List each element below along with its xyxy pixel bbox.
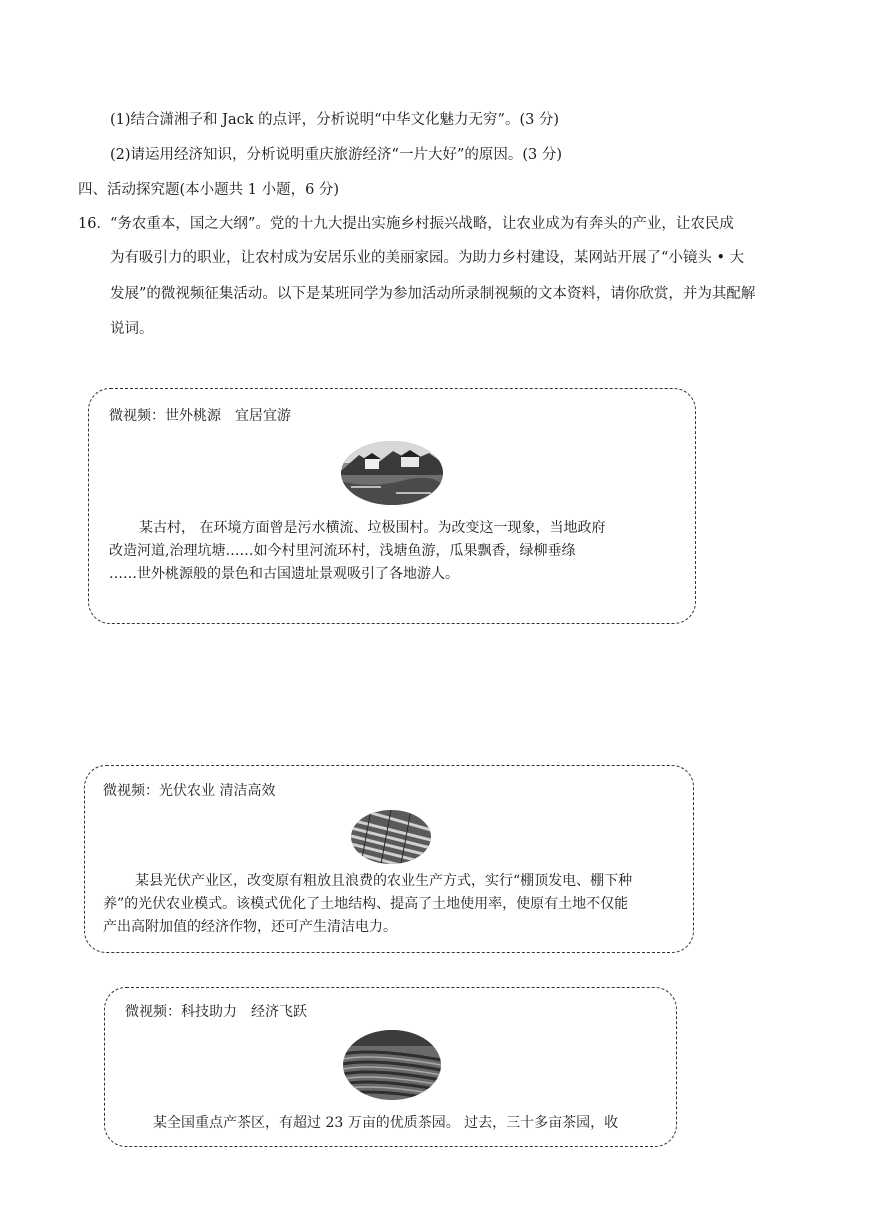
- q16-line-4: 说词。: [110, 321, 154, 337]
- video-card-title: 微视频：世外桃源 宜居宜游: [109, 408, 291, 424]
- q16-line-1: “务农重本，国之大纲”。党的十九大提出实施乡村振兴战略，让农业成为有奔头的产业，让农民成: [110, 216, 734, 232]
- video-card-line: 某县光伏产业区，改变原有粗放且浪费的农业生产方式，实行“棚顶发电、棚下种: [135, 873, 633, 889]
- video-card-line: ……世外桃源般的景色和古国遗址景观吸引了各地游人。: [109, 566, 459, 582]
- ancient-village-photo: [341, 441, 443, 505]
- video-card-line: 某古村， 在环境方面曾是污水横流、垃极围村。为改变这一现象，当地政府: [139, 520, 606, 536]
- video-card-3: [104, 987, 677, 1147]
- video-card-title: 微视频：光伏农业 清洁高效: [103, 783, 276, 799]
- solar-greenhouse-photo: [351, 810, 431, 864]
- q16-number: 16．: [78, 216, 111, 232]
- tea-plantation-photo: [343, 1030, 441, 1100]
- video-card-2: [84, 765, 694, 953]
- video-card-title: 微视频：科技助力 经济飞跃: [125, 1004, 307, 1020]
- q16-line-3: 发展”的微视频征集活动。以下是某班同学为参加活动所录制视频的文本资料，请你欣赏，并为其配解: [110, 286, 756, 302]
- q16-line-2: 为有吸引力的职业，让农村成为安居乐业的美丽家园。为助力乡村建设，某网站开展了“小镜头 • 大: [110, 250, 745, 266]
- video-card-line: 改造河道,治理坑塘……如今村里河流环村，浅塘鱼游，瓜果飘香，绿柳垂绦: [109, 543, 576, 559]
- video-card-1: [88, 388, 696, 624]
- video-card-line: 养”的光伏农业模式。该模式优化了土地结构、提高了土地使用率，使原有土地不仅能: [103, 896, 629, 912]
- video-card-line: 产出高附加值的经济作物，还可产生清洁电力。: [103, 919, 397, 935]
- q15-sub2-text: (2)请运用经济知识，分析说明重庆旅游经济“一片大好”的原因。(3 分): [110, 147, 563, 163]
- video-card-line: 某全国重点产茶区，有超过 23 万亩的优质茶园。 过去，三十多亩茶园，收: [153, 1115, 619, 1131]
- q15-sub1-text: (1)结合潇湘子和 Jack 的点评，分析说明“中华文化魅力无穷”。(3 分): [110, 112, 560, 128]
- section-heading: 四、活动探究题(本小题共 1 小题，6 分): [78, 182, 340, 198]
